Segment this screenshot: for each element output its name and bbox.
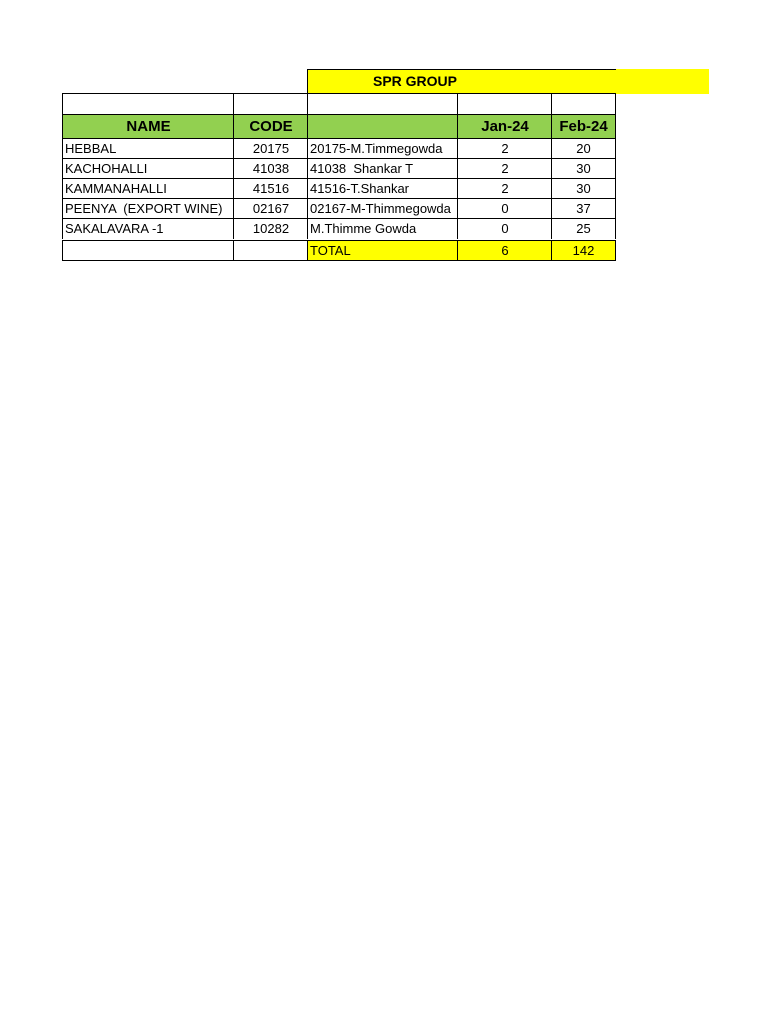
- cell-feb[interactable]: 25: [551, 218, 616, 239]
- cell-name[interactable]: SAKALAVARA -1: [62, 218, 234, 239]
- header-code[interactable]: CODE: [233, 114, 308, 139]
- cell-jan[interactable]: 0: [457, 218, 552, 239]
- cell-detail[interactable]: 41516-T.Shankar: [307, 178, 458, 199]
- total-label[interactable]: TOTAL: [307, 240, 458, 261]
- header-detail[interactable]: [307, 114, 458, 139]
- cell-detail[interactable]: 41038 Shankar T: [307, 158, 458, 179]
- cell-code[interactable]: 02167: [233, 198, 308, 219]
- total-feb[interactable]: 142: [551, 240, 616, 261]
- total-jan[interactable]: 6: [457, 240, 552, 261]
- cell-jan[interactable]: 2: [457, 138, 552, 159]
- header-jan[interactable]: Jan-24: [457, 114, 552, 139]
- header-name[interactable]: NAME: [62, 114, 234, 139]
- cell-name[interactable]: KAMMANAHALLI: [62, 178, 234, 199]
- cell-jan[interactable]: 2: [457, 178, 552, 199]
- cell-feb[interactable]: 20: [551, 138, 616, 159]
- cell-name[interactable]: HEBBAL: [62, 138, 234, 159]
- cell-feb[interactable]: 37: [551, 198, 616, 219]
- cell-feb[interactable]: 30: [551, 158, 616, 179]
- cell-code[interactable]: 41038: [233, 158, 308, 179]
- cell-name[interactable]: PEENYA (EXPORT WINE): [62, 198, 234, 219]
- cell-detail[interactable]: M.Thimme Gowda: [307, 218, 458, 239]
- cell-name[interactable]: KACHOHALLI: [62, 158, 234, 179]
- group-title: SPR GROUP: [372, 73, 457, 89]
- blank-cell-feb[interactable]: [551, 93, 616, 115]
- blank-cell-code[interactable]: [233, 93, 308, 115]
- blank-cell-jan[interactable]: [457, 93, 552, 115]
- cell-detail[interactable]: 20175-M.Timmegowda: [307, 138, 458, 159]
- cell-feb[interactable]: 30: [551, 178, 616, 199]
- cell-detail[interactable]: 02167-M-Thimmegowda: [307, 198, 458, 219]
- cell-jan[interactable]: 2: [457, 158, 552, 179]
- total-blank-name[interactable]: [62, 240, 234, 261]
- total-blank-code[interactable]: [233, 240, 308, 261]
- cell-code[interactable]: 10282: [233, 218, 308, 239]
- cell-code[interactable]: 41516: [233, 178, 308, 199]
- cell-code[interactable]: 20175: [233, 138, 308, 159]
- cell-jan[interactable]: 0: [457, 198, 552, 219]
- blank-cell-name[interactable]: [62, 93, 234, 115]
- header-feb[interactable]: Feb-24: [551, 114, 616, 139]
- blank-cell-detail[interactable]: [307, 93, 458, 115]
